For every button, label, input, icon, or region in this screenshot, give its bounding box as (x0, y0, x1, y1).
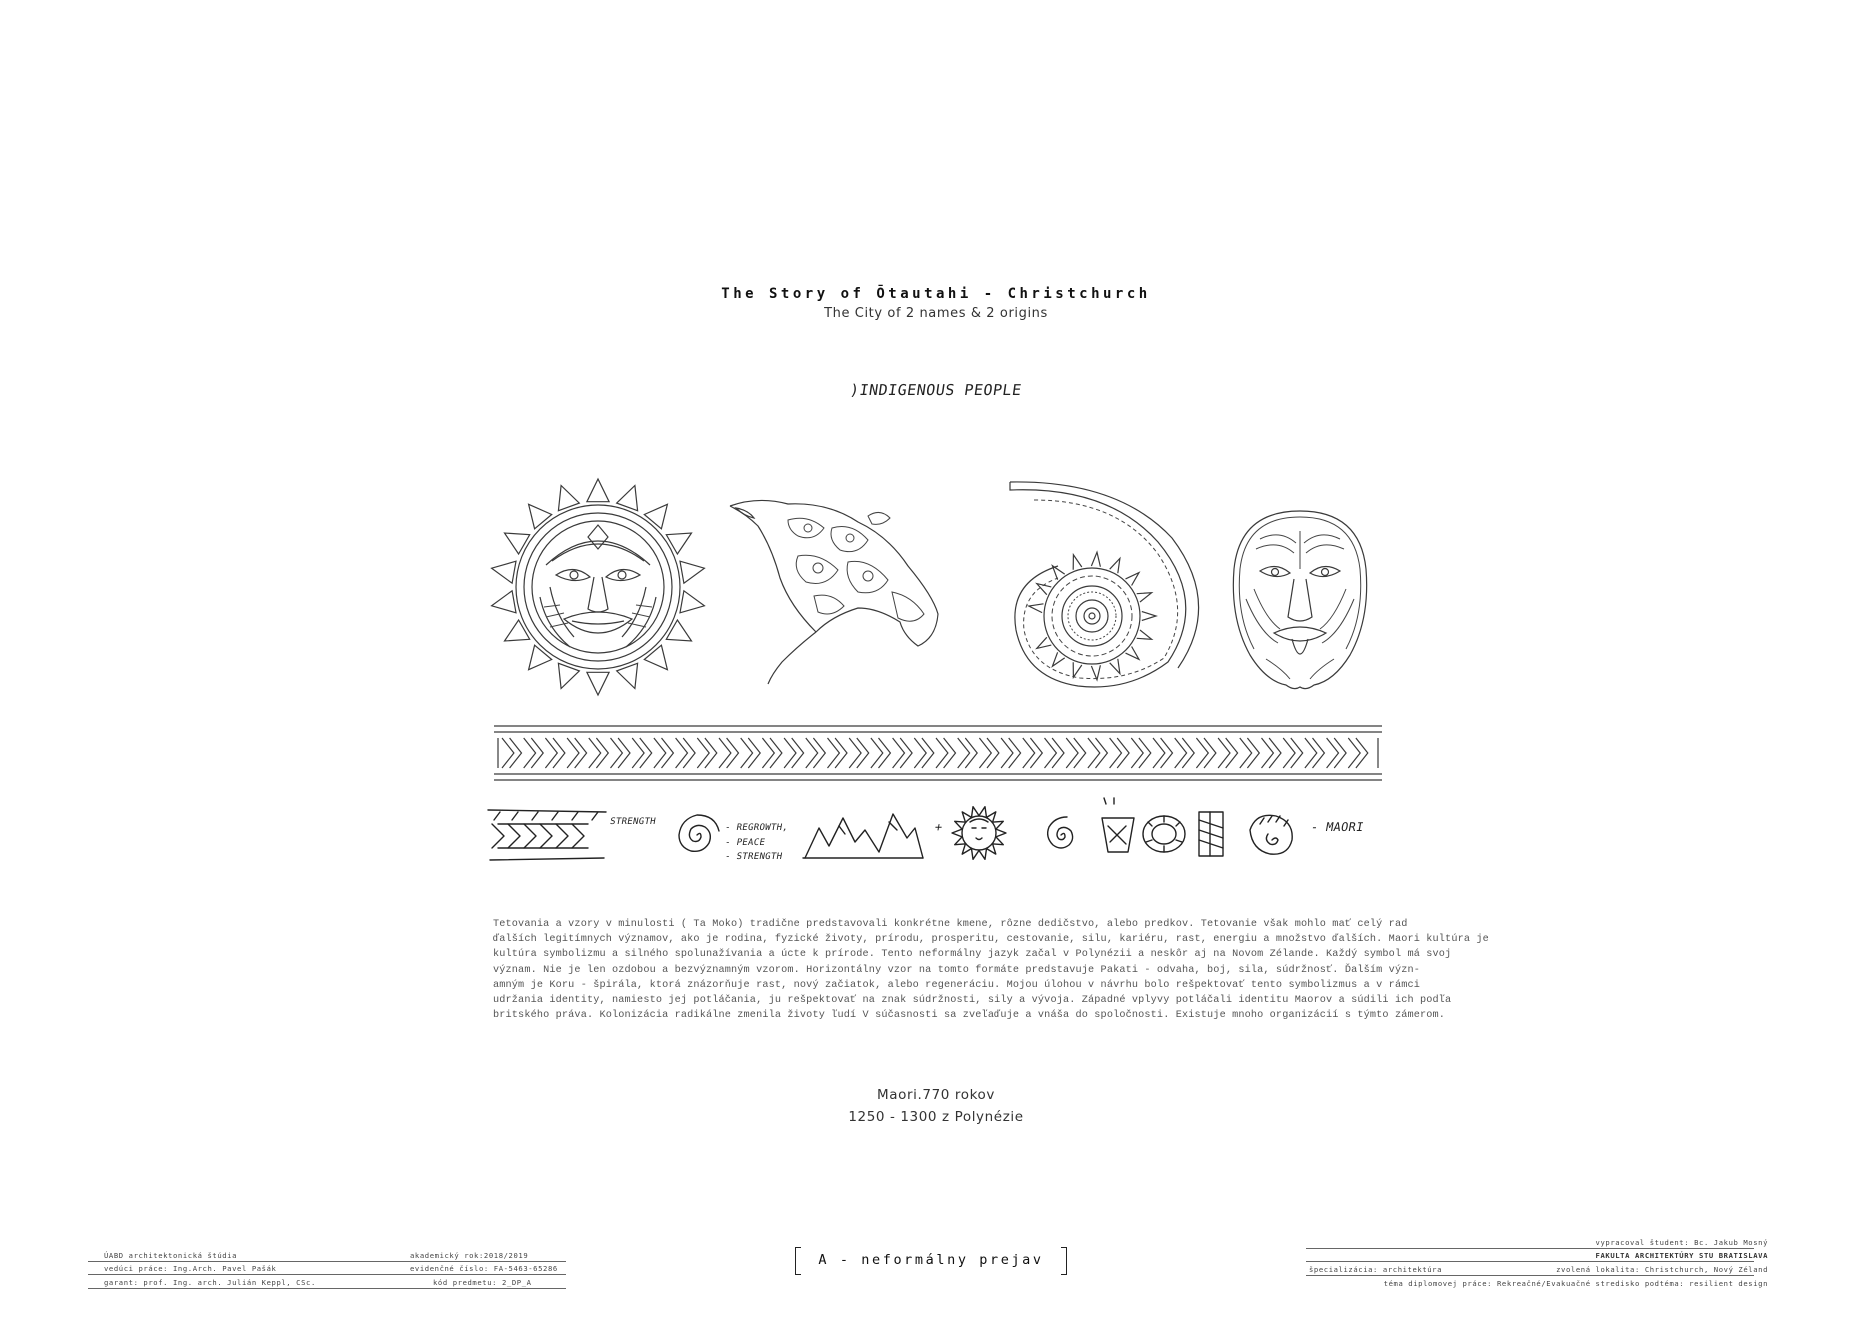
tb-left-institute: ÚABD architektonická štúdia (104, 1251, 238, 1260)
body-text (493, 917, 1489, 1023)
tb-right-location: zvolená lokalita: Christchurch, Nový Zéland (1556, 1265, 1768, 1274)
manta-ray-icon (728, 496, 948, 686)
tb-right-specialization: špecializácia: architektúra (1309, 1265, 1443, 1274)
sketch-ring-icon (1140, 812, 1188, 856)
page-title: The Story of Ōtautahi - Christchurch (721, 286, 1151, 302)
tb-left-course-code: kód predmetu: 2_DP_A (433, 1278, 532, 1287)
sketch-note-strength2: - STRENGTH (724, 852, 784, 862)
tb-left-reg-number: evidenčné číslo: FA-5463-65286 (410, 1264, 558, 1273)
page-subtitle: The City of 2 names & 2 origins (824, 306, 1048, 321)
tb-right-rule (1306, 1248, 1754, 1249)
sheet-label (795, 1247, 1067, 1273)
sketch-note-plus: + (933, 820, 944, 834)
tb-right-rule (1306, 1261, 1754, 1262)
body-text-line: udržania identity, namiesto jej potláčania, ju rešpektovať na znak súdržnosti, sily a vývoja. Západné vplyvy potláčali identitu Maorov a súdili ich podľa (493, 995, 1452, 1007)
tb-right-thesis-topic: téma diplomovej práce: Rekreačné/Evakuačné stredisko podtéma: resilient design (1383, 1279, 1768, 1288)
sheet-label-text: A - neformálny prejav (818, 1252, 1044, 1268)
tb-right-rule (1306, 1275, 1754, 1276)
koru-spiral-icon (1008, 482, 1214, 690)
sketch-spiral-icon (1040, 812, 1082, 856)
tb-left-rule (88, 1274, 566, 1275)
bracket-right (1061, 1247, 1067, 1275)
maori-face-icon (1230, 509, 1370, 691)
body-text-line: Tetovania a vzory v minulosti ( Ta Moko) tradične predstavovali konkrétne kmene, rôzne dedičstvo, alebo predkov. Tetovanie však mohlo mať celý rad (493, 919, 1408, 930)
sketch-note-regrowth: - REGROWTH, (724, 823, 789, 833)
section-label: )INDIGENOUS PEOPLE (848, 381, 1023, 399)
sketch-cup-icon (1098, 796, 1138, 858)
sketch-column-icon (1196, 810, 1226, 858)
tb-left-rule (88, 1261, 566, 1262)
sun-mask-icon (490, 477, 706, 697)
body-text-line: ďalších legitímnych významov, ako je rodina, fyzické životy, prírodu, prosperitu, cestovanie, silu, kariéru, rast, energiu a množstvo ďalších. Maori kultúra je (493, 934, 1489, 946)
body-text-line: amným je Koru - špirála, ktorá znázorňuje rast, nový začiatok, alebo regeneráciu. Mojou úlohou v návrhu bolo rešpektovať tento symbolizmus a v rámci (493, 979, 1420, 991)
sketch-creature-icon (1246, 810, 1296, 858)
body-text-line: britského práva. Kolonizácia radikálne zmenila životy ľudí V súčasnosti sa zveľaďuje a vnáša do spoločnosti. Existuje mnoho organizácií s týmto zámerom. (493, 1010, 1446, 1022)
body-text-line: kultúra symbolizmu a silného spolunažívania a úcte k prírode. Tento neformálny jazyk začal v Polynézii a neskôr aj na Novom Zélande. Každý symbol má svoj (493, 949, 1452, 961)
tb-right-student: vypracoval študent: Bc. Jakub Mosný (1595, 1238, 1768, 1247)
stat-origin-years: 1250 - 1300 z Polynézie (848, 1109, 1024, 1125)
sketch-mountains-icon (803, 808, 925, 860)
stat-maori-years: Maori.770 rokov (877, 1087, 995, 1103)
tb-left-supervisor: vedúci práce: Ing.Arch. Pavel Pašák (104, 1264, 277, 1273)
tb-right-faculty: FAKULTA ARCHITEKTÚRY STU BRATISLAVA (1595, 1251, 1768, 1260)
pakati-band-icon (494, 724, 1382, 782)
sketch-sun-icon (950, 804, 1008, 862)
sketch-strength-icon (488, 806, 612, 864)
tb-left-guarantor: garant: prof. Ing. arch. Julián Keppl, CSc. (104, 1278, 316, 1287)
sketch-note-maori: - MAORI (1309, 820, 1365, 834)
sketch-note-peace: - PEACE (724, 838, 766, 848)
sketch-koru-icon (672, 810, 722, 860)
tb-left-year: akademický rok:2018/2019 (410, 1251, 529, 1260)
tb-left-rule (88, 1288, 566, 1289)
sketch-note-strength: STRENGTH (609, 817, 657, 827)
body-text-line: význam. Nie je len ozdobou a bezvýznamným vzorom. Horizontálny vzor na tomto formáte predstavuje Pakati - odvaha, boj, sila, súdržnosť. Ďalším význ- (493, 964, 1420, 976)
